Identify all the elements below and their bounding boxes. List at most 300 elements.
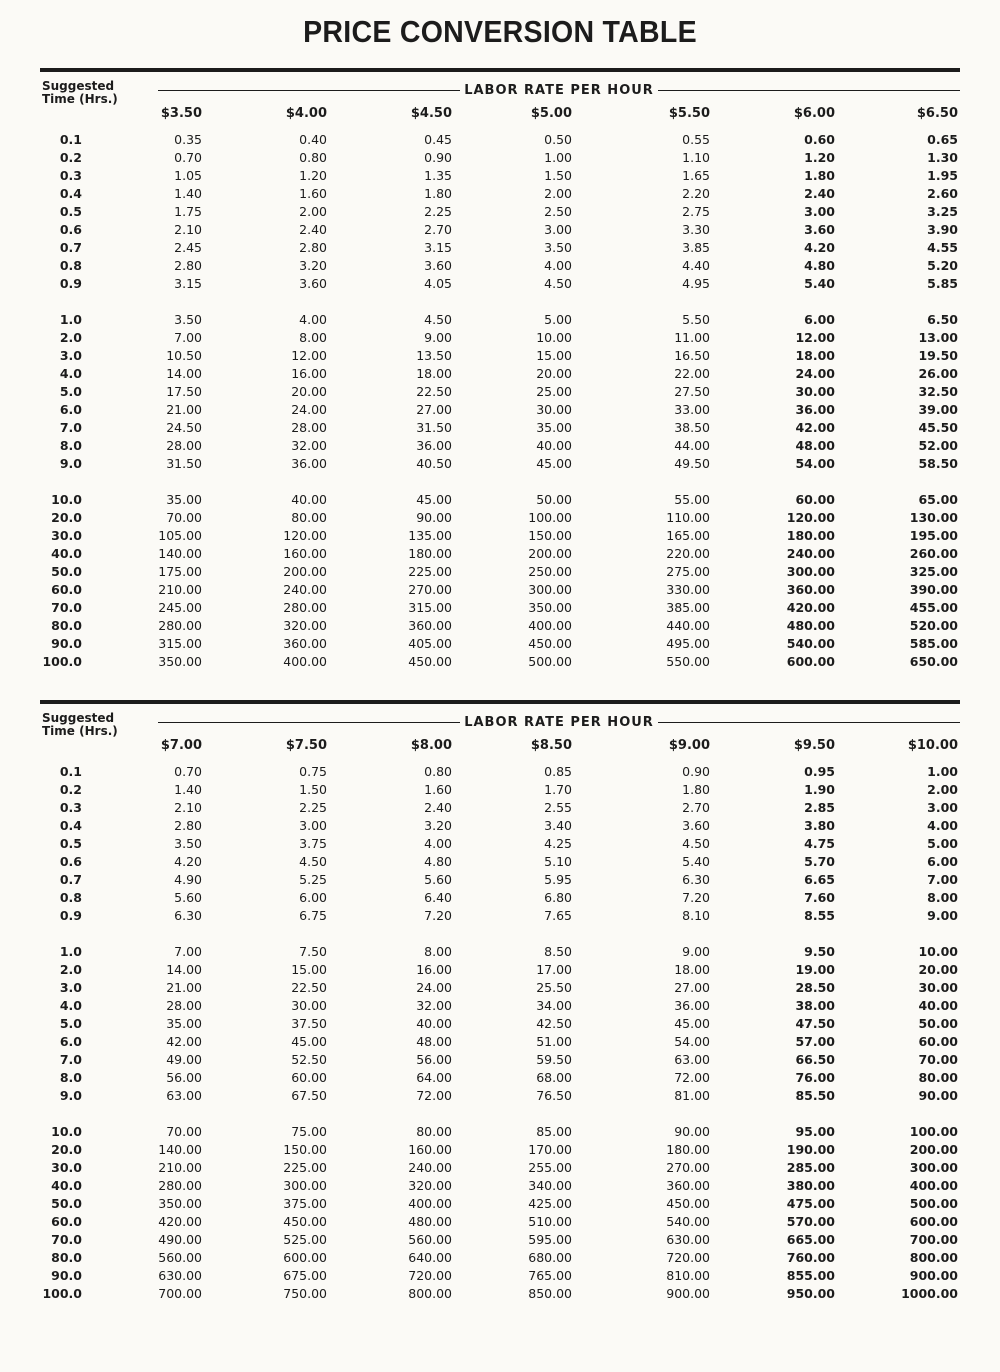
price-cell: 49.00 (166, 1052, 202, 1067)
price-cell: 450.00 (666, 1196, 710, 1211)
price-cell: 450.00 (408, 654, 452, 669)
price-cell: 47.50 (795, 1016, 835, 1031)
price-cell: 70.00 (166, 1124, 202, 1139)
price-cell: 6.50 (927, 312, 958, 327)
time-cell: 60.0 (51, 582, 82, 597)
price-cell: 270.00 (666, 1160, 710, 1175)
price-cell: 9.00 (424, 330, 452, 345)
table-row (40, 384, 960, 402)
price-cell: 72.00 (416, 1088, 452, 1103)
price-cell: 24.50 (166, 420, 202, 435)
price-cell: 3.60 (804, 222, 835, 237)
price-cell: 80.00 (918, 1070, 958, 1085)
price-cell: 340.00 (528, 1178, 572, 1193)
price-cell: 95.00 (795, 1124, 835, 1139)
price-cell: 2.50 (544, 204, 572, 219)
price-cell: 13.50 (416, 348, 452, 363)
table-row (40, 944, 960, 962)
price-cell: 850.00 (528, 1286, 572, 1301)
price-cell: 7.00 (174, 944, 202, 959)
price-cell: 66.50 (795, 1052, 835, 1067)
price-cell: 34.00 (536, 998, 572, 1013)
price-cell: 1.30 (927, 150, 958, 165)
time-cell: 7.0 (59, 1052, 82, 1067)
price-cell: 19.00 (795, 962, 835, 977)
price-cell: 1.70 (544, 782, 572, 797)
price-cell: 3.15 (174, 276, 202, 291)
price-cell: 35.00 (166, 1016, 202, 1031)
price-cell: 3.30 (682, 222, 710, 237)
price-cell: 2.40 (804, 186, 835, 201)
price-cell: 3.00 (927, 800, 958, 815)
rate-header: $4.00 (285, 106, 327, 121)
price-cell: 5.95 (544, 872, 572, 887)
price-cell: 175.00 (158, 564, 202, 579)
table-row (40, 510, 960, 528)
price-cell: 0.85 (544, 764, 572, 779)
price-cell: 25.00 (536, 384, 572, 399)
price-cell: 1.65 (682, 168, 710, 183)
time-cell: 8.0 (59, 438, 82, 453)
price-cell: 40.00 (918, 998, 958, 1013)
time-cell: 0.3 (59, 168, 82, 183)
rate-header: $9.50 (793, 738, 835, 753)
price-cell: 0.70 (174, 764, 202, 779)
price-cell: 48.00 (795, 438, 835, 453)
price-cell: 5.70 (804, 854, 835, 869)
table-row (40, 366, 960, 384)
price-cell: 40.50 (416, 456, 452, 471)
price-cell: 90.00 (674, 1124, 710, 1139)
price-cell: 720.00 (408, 1268, 452, 1283)
price-cell: 14.00 (166, 366, 202, 381)
time-cell: 60.0 (51, 1214, 82, 1229)
price-cell: 38.50 (674, 420, 710, 435)
price-cell: 0.95 (804, 764, 835, 779)
time-cell: 70.0 (51, 600, 82, 615)
table-row (40, 1124, 960, 1142)
price-cell: 65.00 (918, 492, 958, 507)
price-cell: 240.00 (283, 582, 327, 597)
price-cell: 22.00 (674, 366, 710, 381)
price-cell: 1.20 (299, 168, 327, 183)
price-cell: 4.80 (424, 854, 452, 869)
price-cell: 350.00 (158, 1196, 202, 1211)
price-cell: 380.00 (786, 1178, 835, 1193)
price-cell: 585.00 (909, 636, 958, 651)
price-cell: 0.55 (682, 132, 710, 147)
price-cell: 450.00 (283, 1214, 327, 1229)
rate-header: $3.50 (160, 106, 202, 121)
price-cell: 63.00 (166, 1088, 202, 1103)
price-cell: 225.00 (283, 1160, 327, 1175)
price-cell: 2.20 (682, 186, 710, 201)
time-cell: 40.0 (51, 546, 82, 561)
price-cell: 6.75 (299, 908, 327, 923)
table-row (40, 818, 960, 836)
price-cell: 500.00 (528, 654, 572, 669)
price-cell: 200.00 (528, 546, 572, 561)
price-cell: 240.00 (786, 546, 835, 561)
price-cell: 4.75 (804, 836, 835, 851)
table-row (40, 1160, 960, 1178)
table-row (40, 1178, 960, 1196)
price-cell: 140.00 (158, 546, 202, 561)
price-cell: 330.00 (666, 582, 710, 597)
price-cell: 6.65 (804, 872, 835, 887)
price-cell: 80.00 (416, 1124, 452, 1139)
table-row (40, 800, 960, 818)
price-cell: 3.20 (299, 258, 327, 273)
price-cell: 630.00 (158, 1268, 202, 1283)
price-cell: 42.50 (536, 1016, 572, 1031)
price-cell: 400.00 (528, 618, 572, 633)
rate-header: $7.00 (160, 738, 202, 753)
price-cell: 9.00 (682, 944, 710, 959)
section-rule (40, 700, 960, 704)
table-row (40, 782, 960, 800)
price-cell: 7.20 (424, 908, 452, 923)
price-cell: 1.60 (299, 186, 327, 201)
price-cell: 14.00 (166, 962, 202, 977)
price-cell: 4.00 (927, 818, 958, 833)
price-cell: 4.00 (544, 258, 572, 273)
price-cell: 105.00 (158, 528, 202, 543)
price-cell: 1.50 (299, 782, 327, 797)
price-cell: 720.00 (666, 1250, 710, 1265)
price-cell: 900.00 (909, 1268, 958, 1283)
price-cell: 30.00 (536, 402, 572, 417)
price-cell: 10.50 (166, 348, 202, 363)
rate-header: $10.00 (907, 738, 958, 753)
price-cell: 45.00 (416, 492, 452, 507)
price-cell: 30.00 (918, 980, 958, 995)
table-row (40, 132, 960, 150)
price-cell: 2.00 (299, 204, 327, 219)
time-cell: 0.7 (59, 872, 82, 887)
price-cell: 49.50 (674, 456, 710, 471)
price-cell: 0.90 (682, 764, 710, 779)
price-cell: 2.80 (174, 818, 202, 833)
time-cell: 3.0 (59, 348, 82, 363)
table-row (40, 1142, 960, 1160)
price-cell: 27.00 (674, 980, 710, 995)
price-cell: 7.50 (299, 944, 327, 959)
price-cell: 260.00 (909, 546, 958, 561)
price-cell: 6.30 (682, 872, 710, 887)
price-cell: 480.00 (408, 1214, 452, 1229)
price-cell: 420.00 (786, 600, 835, 615)
price-cell: 400.00 (283, 654, 327, 669)
price-cell: 76.50 (536, 1088, 572, 1103)
price-cell: 8.00 (424, 944, 452, 959)
price-cell: 35.00 (536, 420, 572, 435)
table-row (40, 1268, 960, 1286)
rate-header: $5.50 (668, 106, 710, 121)
price-cell: 5.25 (299, 872, 327, 887)
table-row (40, 836, 960, 854)
price-cell: 57.00 (795, 1034, 835, 1049)
price-cell: 7.00 (927, 872, 958, 887)
price-cell: 11.00 (674, 330, 710, 345)
price-cell: 400.00 (408, 1196, 452, 1211)
price-cell: 1.20 (804, 150, 835, 165)
price-cell: 500.00 (909, 1196, 958, 1211)
price-cell: 3.15 (424, 240, 452, 255)
table-row (40, 546, 960, 564)
price-cell: 3.60 (424, 258, 452, 273)
time-cell: 0.5 (59, 836, 82, 851)
price-cell: 1.00 (927, 764, 958, 779)
price-cell: 210.00 (158, 582, 202, 597)
price-cell: 2.10 (174, 800, 202, 815)
rate-header-row (40, 738, 960, 756)
price-cell: 70.00 (918, 1052, 958, 1067)
price-cell: 2.70 (424, 222, 452, 237)
time-cell: 4.0 (59, 998, 82, 1013)
price-cell: 22.50 (416, 384, 452, 399)
price-cell: 32.00 (416, 998, 452, 1013)
price-cell: 2.80 (174, 258, 202, 273)
price-cell: 440.00 (666, 618, 710, 633)
rate-header: $5.00 (530, 106, 572, 121)
price-cell: 2.25 (424, 204, 452, 219)
price-cell: 3.85 (682, 240, 710, 255)
table-row (40, 240, 960, 258)
price-cell: 195.00 (909, 528, 958, 543)
table-row (40, 402, 960, 420)
price-cell: 9.50 (804, 944, 835, 959)
price-cell: 570.00 (786, 1214, 835, 1229)
price-cell: 320.00 (408, 1178, 452, 1193)
price-cell: 45.00 (536, 456, 572, 471)
price-cell: 4.55 (927, 240, 958, 255)
time-cell: 100.0 (42, 654, 82, 669)
suggested-time-header (42, 80, 132, 106)
price-cell: 44.00 (674, 438, 710, 453)
table-row (40, 168, 960, 186)
time-cell: 1.0 (59, 312, 82, 327)
price-cell: 760.00 (786, 1250, 835, 1265)
time-cell: 70.0 (51, 1232, 82, 1247)
time-cell: 6.0 (59, 402, 82, 417)
price-cell: 0.70 (174, 150, 202, 165)
table-row (40, 528, 960, 546)
price-cell: 150.00 (528, 528, 572, 543)
price-cell: 630.00 (666, 1232, 710, 1247)
price-cell: 300.00 (786, 564, 835, 579)
price-cell: 3.80 (804, 818, 835, 833)
price-cell: 2.70 (682, 800, 710, 815)
price-cell: 58.50 (918, 456, 958, 471)
price-cell: 10.00 (918, 944, 958, 959)
table-row (40, 1016, 960, 1034)
price-cell: 2.80 (299, 240, 327, 255)
price-cell: 4.20 (174, 854, 202, 869)
price-cell: 475.00 (786, 1196, 835, 1211)
price-cell: 900.00 (666, 1286, 710, 1301)
price-cell: 70.00 (166, 510, 202, 525)
table-row (40, 1070, 960, 1088)
price-cell: 30.00 (291, 998, 327, 1013)
table-row (40, 420, 960, 438)
price-cell: 490.00 (158, 1232, 202, 1247)
price-cell: 85.50 (795, 1088, 835, 1103)
time-cell: 0.3 (59, 800, 82, 815)
price-cell: 18.00 (416, 366, 452, 381)
time-cell: 5.0 (59, 384, 82, 399)
price-cell: 665.00 (786, 1232, 835, 1247)
price-cell: 25.50 (536, 980, 572, 995)
price-cell: 52.00 (918, 438, 958, 453)
time-cell: 7.0 (59, 420, 82, 435)
price-cell: 6.30 (174, 908, 202, 923)
price-cell: 39.00 (918, 402, 958, 417)
price-cell: 18.00 (795, 348, 835, 363)
page-title: PRICE CONVERSION TABLE (303, 14, 697, 49)
price-cell: 90.00 (918, 1088, 958, 1103)
price-cell: 38.00 (795, 998, 835, 1013)
table-row (40, 456, 960, 474)
time-cell: 100.0 (42, 1286, 82, 1301)
price-cell: 26.00 (918, 366, 958, 381)
time-cell: 50.0 (51, 1196, 82, 1211)
price-cell: 280.00 (158, 1178, 202, 1193)
price-cell: 60.00 (918, 1034, 958, 1049)
price-cell: 280.00 (283, 600, 327, 615)
price-cell: 800.00 (909, 1250, 958, 1265)
price-cell: 220.00 (666, 546, 710, 561)
time-cell: 30.0 (51, 528, 82, 543)
price-cell: 63.00 (674, 1052, 710, 1067)
price-cell: 20.00 (536, 366, 572, 381)
price-cell: 4.80 (804, 258, 835, 273)
price-cell: 5.00 (927, 836, 958, 851)
price-cell: 135.00 (408, 528, 452, 543)
price-cell: 7.20 (682, 890, 710, 905)
price-cell: 525.00 (283, 1232, 327, 1247)
table-row (40, 962, 960, 980)
table-row (40, 764, 960, 782)
price-cell: 2.85 (804, 800, 835, 815)
price-cell: 480.00 (786, 618, 835, 633)
price-cell: 1.10 (682, 150, 710, 165)
price-cell: 420.00 (158, 1214, 202, 1229)
header-line-left (158, 90, 460, 91)
price-cell: 160.00 (408, 1142, 452, 1157)
price-cell: 210.00 (158, 1160, 202, 1175)
table-row (40, 980, 960, 998)
price-cell: 650.00 (909, 654, 958, 669)
table-row (40, 1250, 960, 1268)
price-cell: 400.00 (909, 1178, 958, 1193)
price-cell: 28.50 (795, 980, 835, 995)
table-row (40, 438, 960, 456)
header-line-left (158, 722, 460, 723)
price-cell: 36.00 (416, 438, 452, 453)
price-cell: 12.00 (795, 330, 835, 345)
price-cell: 140.00 (158, 1142, 202, 1157)
price-cell: 2.00 (927, 782, 958, 797)
table-row (40, 222, 960, 240)
header-line-right (658, 90, 960, 91)
price-cell: 200.00 (283, 564, 327, 579)
price-cell: 1.40 (174, 782, 202, 797)
price-cell: 225.00 (408, 564, 452, 579)
price-cell: 28.00 (166, 438, 202, 453)
labor-rate-label: LABOR RATE PER HOUR (464, 715, 654, 730)
price-cell: 510.00 (528, 1214, 572, 1229)
price-cell: 2.10 (174, 222, 202, 237)
price-cell: 8.10 (682, 908, 710, 923)
price-cell: 36.00 (674, 998, 710, 1013)
price-cell: 20.00 (918, 962, 958, 977)
price-cell: 120.00 (786, 510, 835, 525)
price-cell: 80.00 (291, 510, 327, 525)
price-cell: 200.00 (909, 1142, 958, 1157)
time-cell: 80.0 (51, 1250, 82, 1265)
price-cell: 5.20 (927, 258, 958, 273)
price-cell: 680.00 (528, 1250, 572, 1265)
price-cell: 425.00 (528, 1196, 572, 1211)
price-cell: 495.00 (666, 636, 710, 651)
price-cell: 90.00 (416, 510, 452, 525)
price-cell: 0.35 (174, 132, 202, 147)
price-cell: 120.00 (283, 528, 327, 543)
price-cell: 250.00 (528, 564, 572, 579)
price-cell: 0.50 (544, 132, 572, 147)
price-cell: 3.00 (299, 818, 327, 833)
price-cell: 42.00 (795, 420, 835, 435)
price-cell: 300.00 (283, 1178, 327, 1193)
price-cell: 5.40 (682, 854, 710, 869)
price-cell: 540.00 (666, 1214, 710, 1229)
table-row (40, 1286, 960, 1304)
price-cell: 0.45 (424, 132, 452, 147)
time-cell: 90.0 (51, 1268, 82, 1283)
price-cell: 67.50 (291, 1088, 327, 1103)
price-cell: 5.60 (174, 890, 202, 905)
price-cell: 32.50 (918, 384, 958, 399)
time-cell: 0.2 (59, 782, 82, 797)
price-cell: 165.00 (666, 528, 710, 543)
rate-header: $7.50 (285, 738, 327, 753)
table-row (40, 564, 960, 582)
price-cell: 13.00 (918, 330, 958, 345)
price-cell: 55.00 (674, 492, 710, 507)
price-cell: 2.60 (927, 186, 958, 201)
price-cell: 0.90 (424, 150, 452, 165)
price-cell: 360.00 (786, 582, 835, 597)
price-cell: 2.00 (544, 186, 572, 201)
time-cell: 0.5 (59, 204, 82, 219)
time-cell: 0.6 (59, 854, 82, 869)
rate-header-row (40, 106, 960, 124)
time-cell: 0.4 (59, 818, 82, 833)
price-cell: 52.50 (291, 1052, 327, 1067)
price-cell: 19.50 (918, 348, 958, 363)
price-cell: 0.75 (299, 764, 327, 779)
price-cell: 50.00 (536, 492, 572, 507)
rate-header: $6.50 (916, 106, 958, 121)
time-cell: 10.0 (51, 492, 82, 507)
labor-rate-header (158, 715, 960, 730)
table-body (40, 764, 960, 1304)
price-cell: 800.00 (408, 1286, 452, 1301)
price-cell: 72.00 (674, 1070, 710, 1085)
price-cell: 255.00 (528, 1160, 572, 1175)
table-row (40, 150, 960, 168)
